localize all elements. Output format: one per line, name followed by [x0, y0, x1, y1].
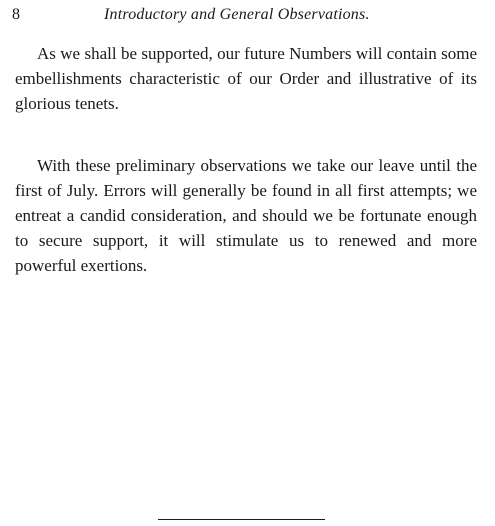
running-head: [12, 6, 482, 28]
footer-rule: [158, 519, 325, 520]
running-title: Introductory and General Observations.: [104, 6, 370, 23]
page-number: 8: [12, 6, 20, 23]
paragraph-closing-remarks: With these preliminary observations we take our leave until the first of July. Errors will generally be found in all first attempts; we entreat a candid consideration, and should we be fortunate enough to secure support, it will stimulate us to renewed and more powerful exertions.: [15, 156, 477, 275]
paragraph-embellishments: As we shall be supported, our future Numbers will contain some embellishments characteristic of our Order and illustrative of its glorious tenets.: [15, 44, 477, 113]
